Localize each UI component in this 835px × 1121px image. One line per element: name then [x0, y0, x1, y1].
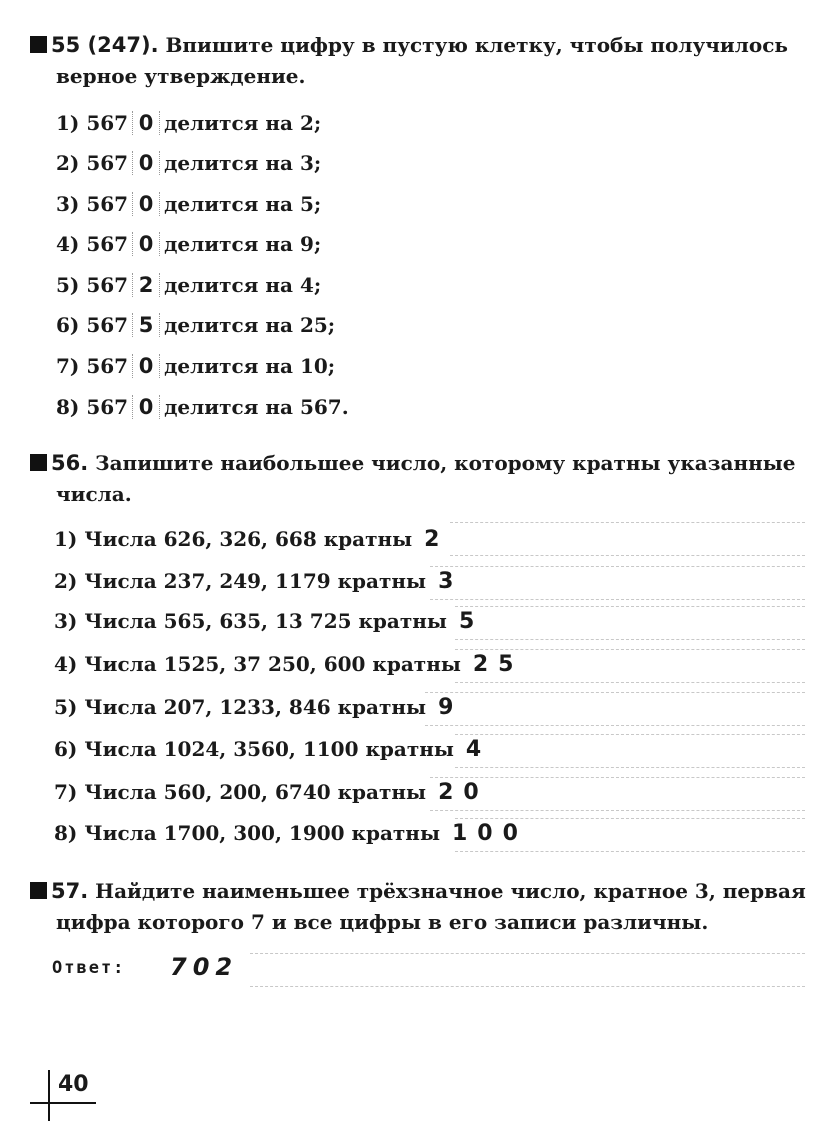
handwritten-answer[interactable]: 2 [424, 527, 450, 552]
task-55-heading [30, 30, 788, 92]
task-55-prompt-line1: Впишите цифру в пустую клетку, чтобы получилось [165, 33, 788, 57]
task-56-item: 8) Числа 1700, 300, 1900 кратны 100 [54, 821, 528, 846]
task-55-item: 4) 567 0 делится на 9; [56, 232, 322, 256]
handwritten-answer[interactable]: 4 [465, 737, 492, 762]
digit-box[interactable]: 0 [132, 111, 160, 135]
handwritten-answer[interactable]: 20 [438, 780, 489, 805]
task-56-heading [30, 448, 796, 510]
handwritten-answer[interactable]: 702 [170, 953, 239, 981]
digit-box[interactable]: 0 [132, 232, 160, 256]
task-56-item: 2) Числа 237, 249, 1179 кратны 3 [54, 569, 464, 594]
task-marker-icon [30, 454, 47, 471]
digit-box[interactable]: 2 [132, 273, 160, 297]
answer-grid [250, 953, 805, 987]
handwritten-answer[interactable]: 3 [438, 569, 464, 594]
page-number: 40 [58, 1072, 89, 1097]
task-55-item: 6) 567 5 делится на 25; [56, 313, 336, 337]
task-55-item: 3) 567 0 делится на 5; [56, 192, 322, 216]
answer-grid [430, 566, 805, 600]
task-55-item: 1) 567 0 делится на 2; [56, 111, 322, 135]
answer-grid [455, 734, 805, 768]
task-57-prompt-line2: цифра которого 7 и все цифры в его записи различны. [56, 910, 709, 934]
task-57-prompt-line1: Найдите наименьшее трёхзначное число, кратное 3, первая [95, 879, 806, 903]
digit-box[interactable]: 0 [132, 151, 160, 175]
digit-box[interactable]: 0 [132, 395, 160, 419]
task-56-item: 6) Числа 1024, 3560, 1100 кратны 4 [54, 737, 492, 762]
task-56-item: 1) Числа 626, 326, 668 кратны 2 [54, 527, 450, 552]
answer-label: Ответ: [52, 958, 126, 978]
handwritten-answer[interactable]: 100 [452, 821, 528, 846]
task-56-prompt-line2: числа. [56, 482, 132, 506]
task-55-prompt-line2: верное утверждение. [56, 64, 306, 88]
task-56-item: 5) Числа 207, 1233, 846 кратны 9 [54, 695, 464, 720]
digit-box[interactable]: 0 [132, 354, 160, 378]
handwritten-answer[interactable]: 25 [472, 652, 524, 677]
task-55-item: 2) 567 0 делится на 3; [56, 151, 322, 175]
answer-grid [425, 692, 805, 726]
task-57-number: 57. [51, 879, 89, 903]
digit-box[interactable]: 0 [132, 192, 160, 216]
task-55-item: 8) 567 0 делится на 567. [56, 395, 349, 419]
handwritten-answer[interactable]: 9 [438, 695, 464, 720]
answer-grid [455, 606, 805, 640]
task-56-number: 56. [51, 451, 89, 475]
digit-box[interactable]: 5 [132, 313, 160, 337]
task-marker-icon [30, 36, 47, 53]
task-56-prompt-line1: Запишите наибольшее число, которому кратны указанные [95, 451, 796, 475]
task-56-item: 3) Числа 565, 635, 13 725 кратны 5 [54, 609, 485, 634]
page-number-rule [48, 1070, 50, 1121]
task-56-item: 7) Числа 560, 200, 6740 кратны 20 [54, 780, 489, 805]
task-marker-icon [30, 882, 47, 899]
handwritten-answer[interactable]: 5 [458, 609, 485, 634]
task-56-item: 4) Числа 1525, 37 250, 600 кратны 25 [54, 652, 524, 677]
task-55-item: 7) 567 0 делится на 10; [56, 354, 336, 378]
answer-grid [450, 522, 805, 556]
task-55-number: 55 (247). [51, 33, 159, 57]
task-57-heading [30, 876, 806, 938]
task-55-item: 5) 567 2 делится на 4; [56, 273, 322, 297]
page-number-rule [30, 1102, 96, 1104]
